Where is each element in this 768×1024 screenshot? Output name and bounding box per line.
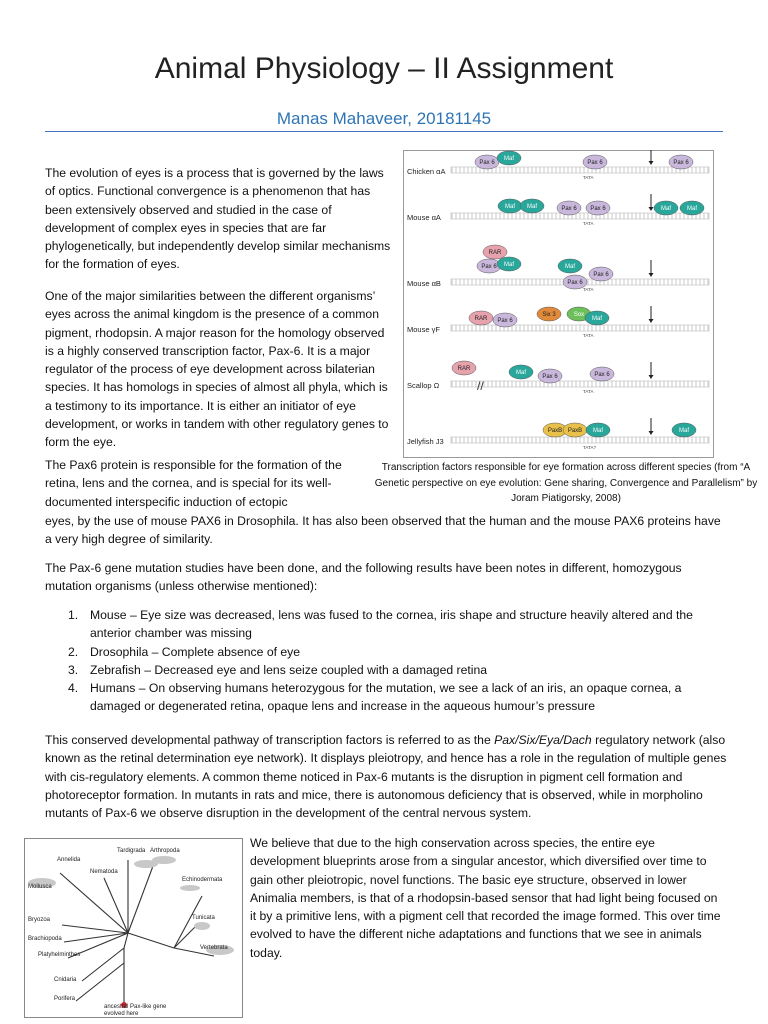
factor-label: Maf [526, 204, 538, 211]
factor-label: Maf [592, 428, 604, 435]
taxon-label: Annelida [57, 857, 81, 863]
dna-strand [451, 325, 709, 331]
paragraph-1: The evolution of eyes is a process that is governed by the laws of optics. Functional convergence is a phenomenon that has been extensively observed and studied in the case of development of complex eyes in species that are far phylogenetically, but independently develop similar mechanisms for the formation of eyes. [45, 166, 391, 272]
break-mark: // [477, 379, 484, 393]
factor-label: Pax 6 [497, 318, 513, 325]
factor-label: Maf [564, 264, 576, 271]
factor-label: PaxB [567, 428, 583, 435]
title-rule [45, 131, 723, 132]
paragraph-2: One of the major similarities between the different organisms’ eyes across the animal kingdom is the presence of a common pigment, rhodopsin. A major reason for the homology observed is a highly conserved transcription factor, Pax-6. It is a major regulator of the process of eye development across bilaterian species. It has homologs in species of almost all phyla, which is a testimony to its importance. It is either an initiator of eye development, or works in tandem with other regulatory genes to form the eye. [45, 289, 389, 450]
factor-label: Maf [504, 204, 516, 211]
taxon-label: Vertebrata [200, 945, 228, 951]
paragraph-5: This conserved developmental pathway of transcription factors is referred to as the Pax/Six/Eya/Dach regulatory network (also known as the retinal determination eye network). It displays pleiotropy, and hence has a role in the regulation of multiple genes with cis-regulatory elements. A common theme noticed in Pax-6 mutants is the disruption in pigment cell formation and photoreceptor formation. In mutants in rats and mice, there is autonomous deficiency that is observed, while in morpholino mutants of Pax-6 we observe disruption in the development of the central nervous system. [45, 733, 727, 821]
row-label: Jellyfish J3 [407, 437, 444, 446]
factor-label: Maf [515, 370, 527, 377]
list-item: 1. Mouse – Eye size was decreased, lens was fused to the cornea, iris shape and structure heavily altered and the anterior chamber was missing [68, 608, 693, 641]
factor-label: RAR [488, 250, 502, 257]
taxon-label: Nematoda [90, 869, 118, 875]
row-label: Mouse γF [407, 325, 440, 334]
factor-label: Maf [503, 156, 515, 163]
taxon-label: Arthropoda [150, 848, 180, 854]
factor-label: Sox [573, 312, 585, 319]
tata-label: TATA [583, 333, 594, 338]
ancestor-label: ancestral Pax-like gene [104, 1004, 167, 1010]
taxon-label: Mollusca [28, 884, 52, 890]
tata-label: TATA [583, 221, 594, 226]
taxon-label: Tunicata [192, 915, 215, 921]
factor-label: Pax 6 [479, 160, 495, 167]
row-label: Chicken αA [407, 167, 446, 176]
taxon-label: Tardigrada [117, 848, 146, 854]
taxon-label: Platyhelminthes [38, 952, 81, 958]
factor-label: Pax 6 [673, 160, 689, 167]
paragraph-3a: The Pax6 protein is responsible for the formation of the retina, lens and the cornea, and is special for its well-documented interspecific induction of ectopic [45, 458, 342, 509]
paragraph-3b: eyes, by the use of mouse PAX6 in Drosophila. It has also been observed that the human and the mouse PAX6 proteins have a very high degree of similarity. [45, 514, 721, 547]
factor-label: Maf [678, 428, 690, 435]
figure-caption: Transcription factors responsible for eye formation across different species (from “A Genetic perspective on eye evolution: Gene sharing, Convergence and Parallelism” by Joram Piatigorsky, 2008) [374, 462, 758, 504]
factor-label: Maf [660, 206, 672, 213]
factor-label: Maf [503, 262, 515, 269]
factor-label: Six 3 [542, 312, 556, 319]
taxon-label: Bryozoa [28, 917, 51, 923]
factor-label: RAR [457, 366, 471, 373]
taxon-label: Porifera [54, 996, 76, 1002]
paragraph-6: We believe that due to the high conservation across species, the entire eye development blueprints arose from a singular ancestor, which diversified over time to gain other pleiotropic, novel functions. The basic eye structure, observed in lower Animalia members, is that of a rhodopsin-based sensor that had light being focused on it by a primitive lens, with a pigment cell that recorded the image formed. This over time evolved to have the different niche adaptations and functions that we see in animals today. [250, 836, 721, 960]
list-item: 4. Humans – On observing humans heterozygous for the mutation, we see a lack of an iris, an opaque cornea, a damaged or degenerated retina, opaque lens and increase in the aqueous humour’s pressure [68, 681, 682, 714]
dna-strand [451, 381, 709, 387]
row-label: Mouse αA [407, 213, 441, 222]
factor-label: Pax 6 [481, 264, 497, 271]
paragraph-4: The Pax-6 gene mutation studies have been done, and the following results have been notes in different, homozygous mutation organisms (unless otherwise mentioned): [45, 561, 682, 594]
row-label: Scallop Ω [407, 381, 440, 390]
factor-label: Pax 6 [587, 160, 603, 167]
list-item: 3. Zebrafish – Decreased eye and lens seize coupled with a damaged retina [68, 662, 488, 677]
transcription-factor-figure [403, 150, 714, 458]
dna-strand [451, 437, 709, 443]
page-title: Animal Physiology – II Assignment [154, 52, 614, 85]
factor-label: Pax 6 [542, 374, 558, 381]
row-label: Mouse αB [407, 279, 441, 288]
tata-label: TATA [583, 175, 594, 180]
ancestor-label: evolved here [104, 1011, 139, 1017]
taxon-label: Cnidaria [54, 977, 77, 983]
factor-label: Maf [591, 316, 603, 323]
tata-label: TATA? [583, 445, 597, 450]
author-line: Manas Mahaveer, 20181145 [276, 109, 492, 128]
factor-label: Pax 6 [594, 372, 610, 379]
tata-label: TATA [583, 287, 594, 292]
list-item: 2. Drosophila – Complete absence of eye [68, 644, 301, 659]
factor-label: Pax 6 [593, 272, 609, 279]
phylogeny-figure [24, 838, 243, 1018]
factor-label: Pax 6 [590, 206, 606, 213]
tata-label: TATA [583, 389, 594, 394]
factor-label: RAR [474, 316, 488, 323]
taxon-label: Echinodermata [182, 877, 223, 883]
factor-label: Maf [686, 206, 698, 213]
mutation-list [45, 606, 725, 716]
factor-label: Pax 6 [561, 206, 577, 213]
factor-label: PaxB [547, 428, 563, 435]
taxon-label: Brachiopoda [28, 936, 62, 942]
factor-label: Pax 6 [567, 280, 583, 287]
